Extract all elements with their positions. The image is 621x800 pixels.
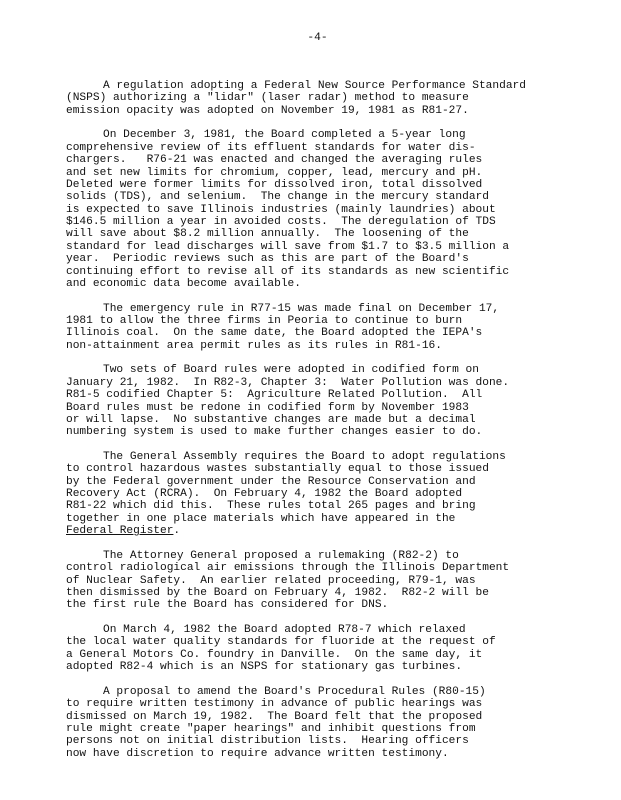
paragraph (66, 451, 566, 538)
text-line: then dismissed by the Board on February 4, 1982. R82-2 will be (66, 587, 489, 599)
text-line: and economic data become available. (66, 278, 301, 291)
underlined-citation: Federal Register (66, 525, 174, 538)
text-line: control radiological air emissions through the Illinois Department (66, 562, 510, 575)
paragraph (66, 550, 566, 612)
text-line: Recovery Act (RCRA). On February 4, 1982 the Board adopted (66, 488, 463, 501)
text-line: On December 3, 1981, the Board completed a 5-year long (103, 129, 466, 142)
text-line: numbering system is used to make further changes easier to do. (66, 426, 483, 439)
text-line: The General Assembly requires the Board to adopt regulations (103, 450, 506, 463)
page-number: -4- (307, 32, 328, 44)
paragraph (66, 129, 566, 290)
text-line: The Attorney General proposed a rulemaking (R82-2) to (103, 549, 459, 562)
text-line: to control hazardous wastes substantially equal to those issued (66, 463, 489, 476)
text-line: dismissed on March 19, 1982. The Board felt that the proposed (66, 710, 483, 723)
text-line: emission opacity was adopted on November 19, 1981 as R81-27. (66, 104, 469, 117)
text-line: will save about $8.2 million annually. The loosening of the (66, 228, 469, 241)
text-line: and set new limits for chromium, copper, lead, mercury and pH. (66, 166, 483, 179)
text-line: $146.5 million a year in avoided costs. The deregulation of TDS (66, 216, 496, 229)
text-line: or will lapse. No substantive changes are made but a decimal (66, 413, 476, 426)
text-line: year. Periodic reviews such as this are part of the Board's (66, 253, 469, 266)
text-line: A regulation adopting a Federal New Source Performance Standard (103, 80, 526, 92)
line-tail: . (173, 525, 181, 538)
paragraph (66, 624, 566, 674)
text-line: solids (TDS), and selenium. The change in the mercury standard (66, 191, 489, 204)
paragraph (66, 303, 566, 353)
text-line: together in one place materials which have appeared in the (66, 512, 456, 525)
text-line: January 21, 1982. In R82-3, Chapter 3: Water Pollution was done. (66, 376, 510, 389)
document-body (66, 80, 566, 772)
text-line: persons not on initial distribution lists. Hearing officers (66, 735, 469, 748)
text-line: Board rules must be redone in codified form by November 1983 (66, 401, 469, 414)
text-line: is expected to save Illinois industries (mainly laundries) about (66, 203, 496, 216)
text-line: rule might create "paper hearings" and inhibit questions from (66, 722, 476, 735)
text-line: chargers. R76-21 was enacted and changed the averaging rules (66, 154, 483, 167)
text-line: A proposal to amend the Board's Procedural Rules (R80-15) (103, 685, 486, 698)
text-line: adopted R82-4 which is an NSPS for stationary gas turbines. (66, 661, 463, 674)
text-line: Two sets of Board rules were adopted in codified form on (103, 364, 479, 377)
text-line: by the Federal government under the Resource Conservation and (66, 475, 476, 488)
text-line (66, 525, 566, 537)
text-line: to require written testimony in advance of public hearings was (66, 698, 483, 711)
text-line: Deleted were former limits for dissolved iron, total dissolved (66, 178, 483, 191)
text-line: R81-5 codified Chapter 5: Agriculture Related Pollution. All (66, 389, 483, 402)
text-line: On March 4, 1982 the Board adopted R78-7 which relaxed (103, 623, 466, 636)
text-line: non-attainment area permit rules as its rules in R81-16. (66, 339, 442, 352)
text-line: the local water quality standards for fluoride at the request of (66, 636, 496, 649)
text-line: 1981 to allow the three firms in Peoria to continue to burn (66, 315, 463, 328)
text-line: a General Motors Co. foundry in Danville. On the same day, it (66, 648, 483, 661)
text-line: continuing effort to revise all of its standards as new scientific (66, 265, 510, 278)
text-line: comprehensive review of its effluent standards for water dis- (66, 141, 476, 154)
text-line: of Nuclear Safety. An earlier related proceeding, R79-1, was (66, 574, 476, 587)
text-line: the first rule the Board has considered for DNS. (66, 599, 389, 612)
paragraph (66, 686, 566, 760)
text-line: standard for lead discharges will save from $1.7 to $3.5 million a (66, 240, 510, 253)
paragraph (66, 80, 566, 117)
text-line: The emergency rule in R77-15 was made final on December 17, (103, 302, 500, 315)
text-line: Illinois coal. On the same date, the Board adopted the IEPA's (66, 327, 483, 340)
paragraph (66, 364, 566, 438)
text-line: now have discretion to require advance written testimony. (66, 747, 449, 760)
text-line: (NSPS) authorizing a "lidar" (laser radar) method to measure (66, 92, 469, 105)
text-line: R81-22 which did this. These rules total 265 pages and bring (66, 500, 476, 513)
